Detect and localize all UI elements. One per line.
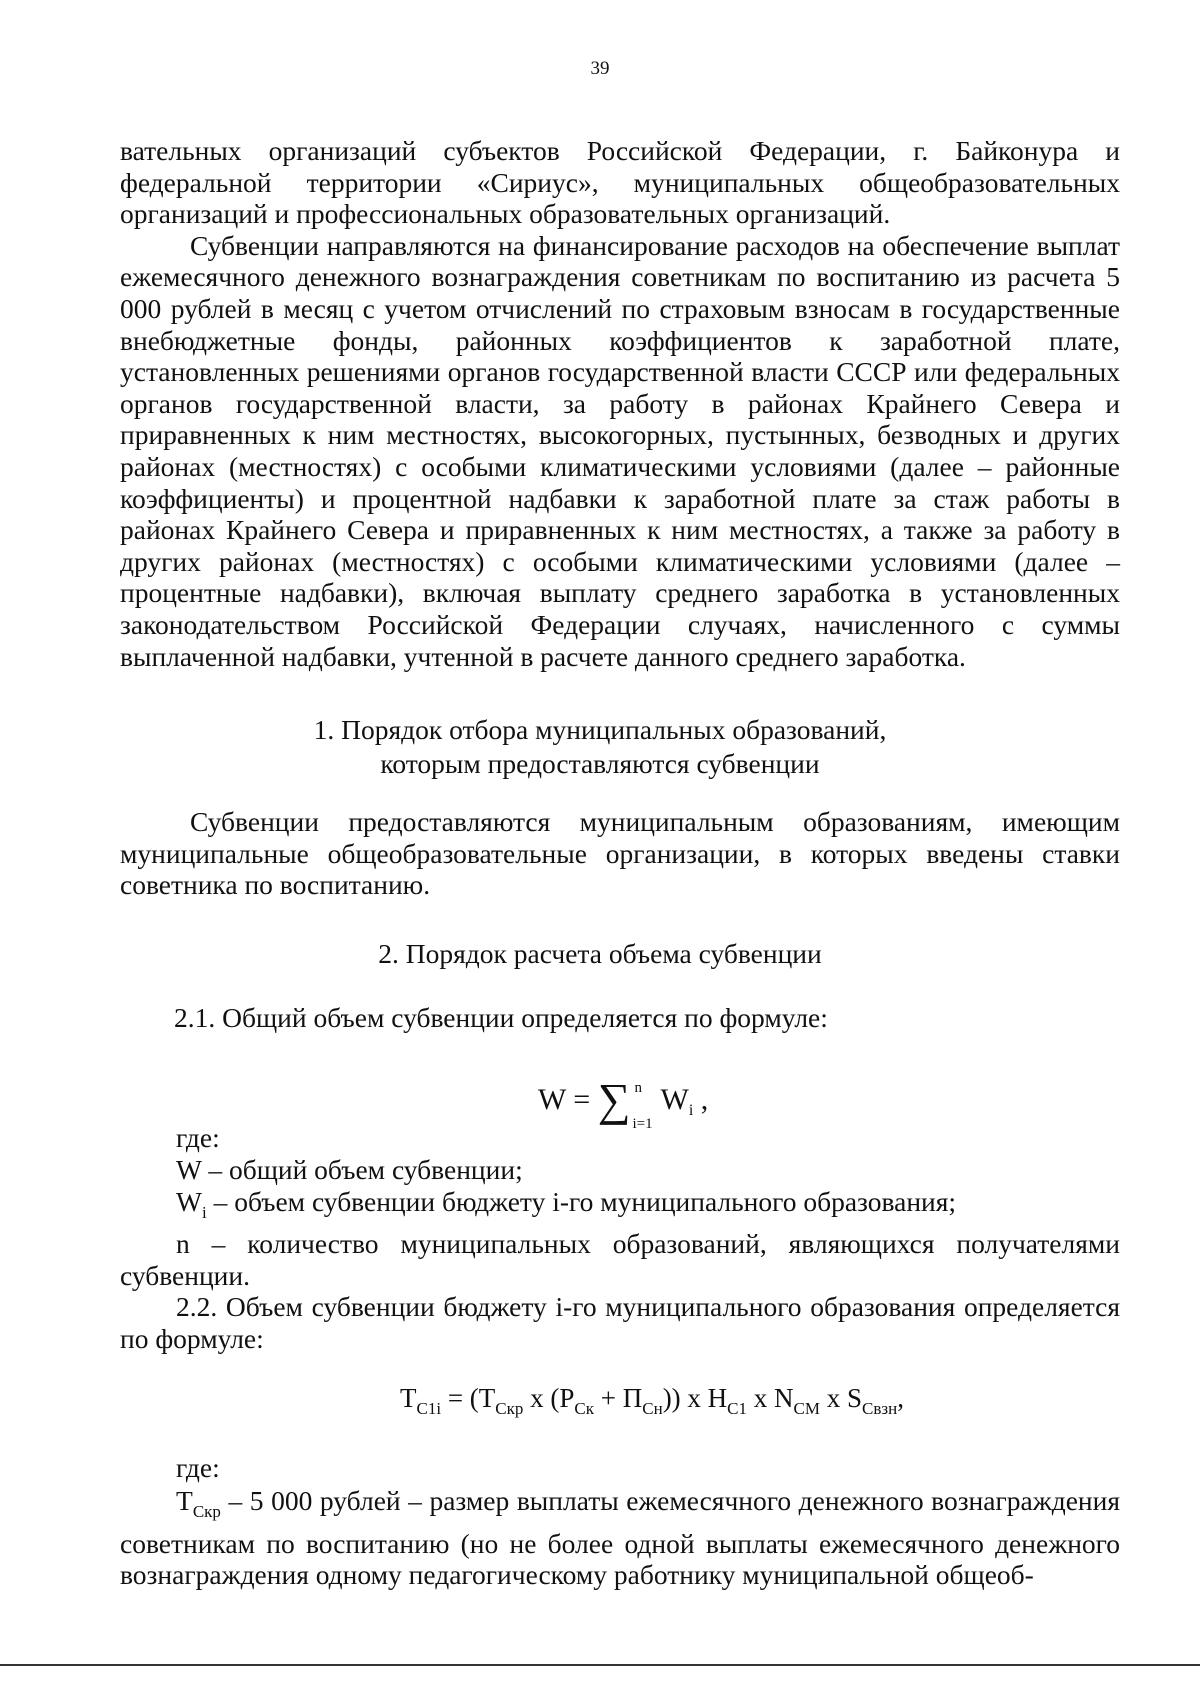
f2-t1-sub: C1i: [416, 1399, 442, 1418]
sigma-symbol: ∑: [597, 1074, 631, 1125]
definition-wi-text: – объем субвенции бюджету i-го муниципального образования;: [206, 1185, 957, 1217]
intro-paragraph-continuation: вательных организаций субъектов Российской Федерации, г. Байконура и федеральной территории «Сириус», муниципальных общеобразовательных организаций и профессиональных образовательных организаций.: [120, 135, 1120, 230]
definitions-2: [120, 1485, 1120, 1591]
bottom-divider: [0, 1664, 1200, 1666]
definition-t: [120, 1485, 1120, 1591]
formula1-tail: ,: [693, 1083, 709, 1116]
where-label-1: где:: [176, 1122, 220, 1153]
section-2-heading: 2. Порядок расчета объема субвенции: [378, 938, 822, 969]
section-1-text: [120, 806, 1120, 901]
where-label-2: где:: [176, 1452, 220, 1483]
intro-text: [120, 135, 1120, 672]
formula1-lhs: W =: [538, 1083, 598, 1116]
f2-tail: ,: [897, 1383, 904, 1413]
section-1-paragraph: Субвенции предоставляются муниципальным образованиям, имеющим муниципальные общеобразовательные организации, в которых введены ставки советника по воспитанию.: [120, 806, 1120, 901]
f2-close: )) x H: [662, 1383, 728, 1413]
definition-t-symbol: T: [176, 1485, 193, 1516]
definition-n: n – количество муниципальных образований, являющихся получателями субвенции.: [120, 1228, 1120, 1291]
sum-upper-limit: n: [634, 1080, 642, 1096]
f2-x3: x S: [819, 1383, 863, 1413]
formula1-term-subscript: i: [688, 1102, 694, 1119]
f2-plus: + П: [594, 1383, 643, 1413]
item-2-2: 2.2. Объем субвенции бюджету i-го муниципального образования определяется по формуле:: [120, 1291, 1120, 1354]
section-1-heading: [0, 713, 1200, 781]
formula-total-subvention: [538, 1074, 709, 1132]
page-number: 39: [590, 58, 610, 79]
sum-lower-limit: i=1: [632, 1116, 653, 1132]
f2-p-sub: Ск: [574, 1399, 595, 1418]
f2-h-sub: C1: [727, 1399, 748, 1418]
f2-t1: T: [400, 1383, 417, 1413]
f2-pi-sub: Сн: [642, 1399, 663, 1418]
definition-w: W – общий объем субвенции;: [176, 1154, 523, 1185]
f2-s-sub: Свзн: [862, 1399, 898, 1418]
formula1-term: W: [660, 1083, 689, 1116]
f2-n-sub: СМ: [793, 1399, 820, 1418]
section-1-heading-line1: 1. Порядок отбора муниципальных образований,: [313, 714, 887, 745]
f2-t2-sub: Скр: [495, 1399, 524, 1418]
intro-paragraph-subventions: Субвенции направляются на финансирование расходов на обеспечение выплат ежемесячного денежного вознаграждения советникам по воспитанию из расчета 5 000 рублей в месяц с учетом отчислений по страховым взносам в государственные внебюджетные фонды, районных коэффициентов к заработной плате, установленных решениями органов государственной власти СССР или федеральных органов государственной власти, за работу в районах Крайнего Севера и приравненных к ним местностях, высокогорных, пустынных, безводных и других районах (местностях) с особыми климатическими условиями (далее – районные коэффициенты) и процентной надбавки к заработной плате за стаж работы в районах Крайнего Севера и приравненных к ним местностях, а также за работу в других районах (местностях) с особыми климатическими условиями (далее – процентные надбавки), включая выплату среднего заработка в установленных законодательством Российской Федерации случаях, начисленного с суммы выплаченной надбавки, учтенной в расчете данного среднего заработка.: [120, 229, 1120, 672]
f2-x2: x N: [747, 1383, 794, 1413]
f2-x1: x (P: [523, 1383, 575, 1413]
item-2-1: 2.1. Общий объем субвенции определяется по формуле:: [174, 1002, 828, 1033]
definitions-1: [120, 1154, 1120, 1355]
sum-limits: [631, 1080, 661, 1132]
section-1-heading-line2: которым предоставляются субвенции: [380, 748, 820, 779]
f2-eq: = (T: [441, 1383, 496, 1413]
definition-wi-subscript: i: [201, 1202, 207, 1222]
definition-t-subscript: Скр: [192, 1502, 221, 1521]
formula-municipal-subvention: [400, 1380, 904, 1427]
definition-wi-symbol: W: [176, 1185, 202, 1217]
definition-wi: [120, 1186, 1120, 1229]
definition-t-text: – 5 000 рублей – размер выплаты ежемесячного денежного вознаграждения советникам по воспитанию (но не более одной выплаты ежемесячного денежного вознаграждения одному педагогическому работнику муниципальной общеоб-: [120, 1485, 1120, 1591]
